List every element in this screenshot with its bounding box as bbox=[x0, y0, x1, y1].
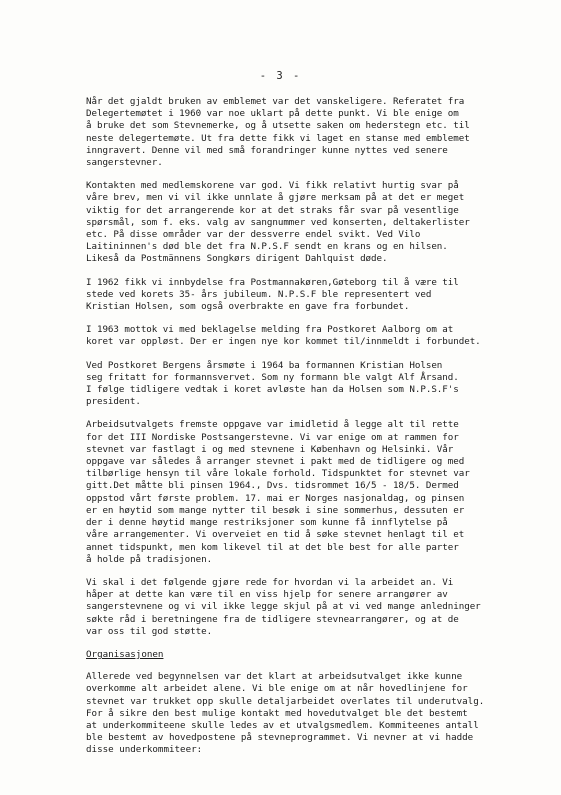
paragraph-organisation: Allerede ved begynnelsen var det klart at arbeidsutvalget ikke kunne overkomme alt arbeidet alene. Vi ble enige om at når hovedlinjene for stevnet var trukket opp skulle detaljarbeidet overlates til underutvalg. For å sikre den best mulige kontakt med hovedutvalget ble det bestemt at underkommiteene skulle ledes av et utvalgsmedlem. Kommiteenes antall ble bestemt av hovedpostene på stevneprogrammet. Vi nevner at vi hadde disse underkommiteer: bbox=[86, 671, 485, 756]
paragraph-following: Vi skal i det følgende gjøre rede for hvordan vi la arbeidet an. Vi håper at dette kan være til en viss hjelp for senere arrangører av sangerstevnene og vi vil ikke legge skjul på at vi ved mange anledninger søkte råd i beretningene fra de tidligere stevnearrangører, og at de var oss til god støtte. bbox=[86, 576, 481, 637]
section-heading: Organisasjonen bbox=[86, 648, 164, 660]
paragraph-contact: Kontakten med medlemskorene var god. Vi fikk relativt hurtig svar på våre brev, men vi vil ikke unnlate å gjøre merksam på at det er meget viktig for det arrangerende kor at det straks får svar på vesentlige spørsmål, som f. eks. valg av sangnummer ved konserten, deltakerlister etc. På disse områder var der dessverre endel svikt. Ved Vilo Laitininnen's død ble det fra N.P.S.F sendt en krans og en hilsen. Likeså da Postmännens Songkørs dirigent Dahlquist døde. bbox=[86, 180, 470, 265]
document-body bbox=[86, 96, 526, 757]
paragraph-1962: I 1962 fikk vi innbydelse fra Postmannakøren,Gøteborg til å være til stede ved korets 35- års jubileum. N.P.S.F ble representert ved Kristian Holsen, som også overbrakte en gave fra forbundet. bbox=[86, 276, 459, 313]
paragraph-1963: I 1963 mottok vi med beklagelse melding fra Postkoret Aalborg om at koret var oppløst. Der er ingen nye kor kommet til/innmeldt i forbundet. bbox=[86, 324, 481, 348]
paragraph-bergen: Ved Postkoret Bergens årsmøte i 1964 ba formannen Kristian Holsen seg fritatt for formannsvervet. Som ny formann ble valgt Alf Årsand. I følge tidligere vedtak i koret avløste han da Holsen som N.P.S.F's president. bbox=[86, 359, 459, 408]
page-number: - 3 - bbox=[259, 70, 302, 82]
paragraph-emblem: Når det gjaldt bruken av emblemet var det vanskeligere. Referatet fra Delegertemøtet i 1960 var noe uklart på dette punkt. Vi ble enige om å bruke det som Stevnemerke, og å utsette saken om hederstegn etc. til neste delegertemøte. Ut fra dette fikk vi laget en stanse med emblemet inngravert. Denne vil med små forandringer kunne nyttes ved senere sangerstevner. bbox=[86, 96, 470, 169]
paragraph-work-committee: Arbeidsutvalgets fremste oppgave var imidletid å legge alt til rette for det III Nordiske Postsangerstevne. Vi var enige om at rammen for stevnet var fastlagt i og med stevnene i København og Helsinki. Vår oppgave var således å arranger stevnet i pakt med de tidligere og med tilbørlige hensyn til våre lokale forhold. Tidspunktet for stevnet var gitt.Det måtte bli pinsen 1964., Dvs. tidsrommet 16/5 - 18/5. Dermed oppstod vårt første problem. 17. mai er Norges nasjonaldag, og pinsen er en høytid som mange nytter til besøk i sine sommerhus, dessuten er der i denne høytid mange restriksjoner som kunne få innflytelse på våre arrangementer. Vi overveiet en tid å søke stevnet henlagt til et annet tidspunkt, men kom likevel til at det ble best for alle parter å holde på tradisjonen. bbox=[86, 419, 470, 565]
